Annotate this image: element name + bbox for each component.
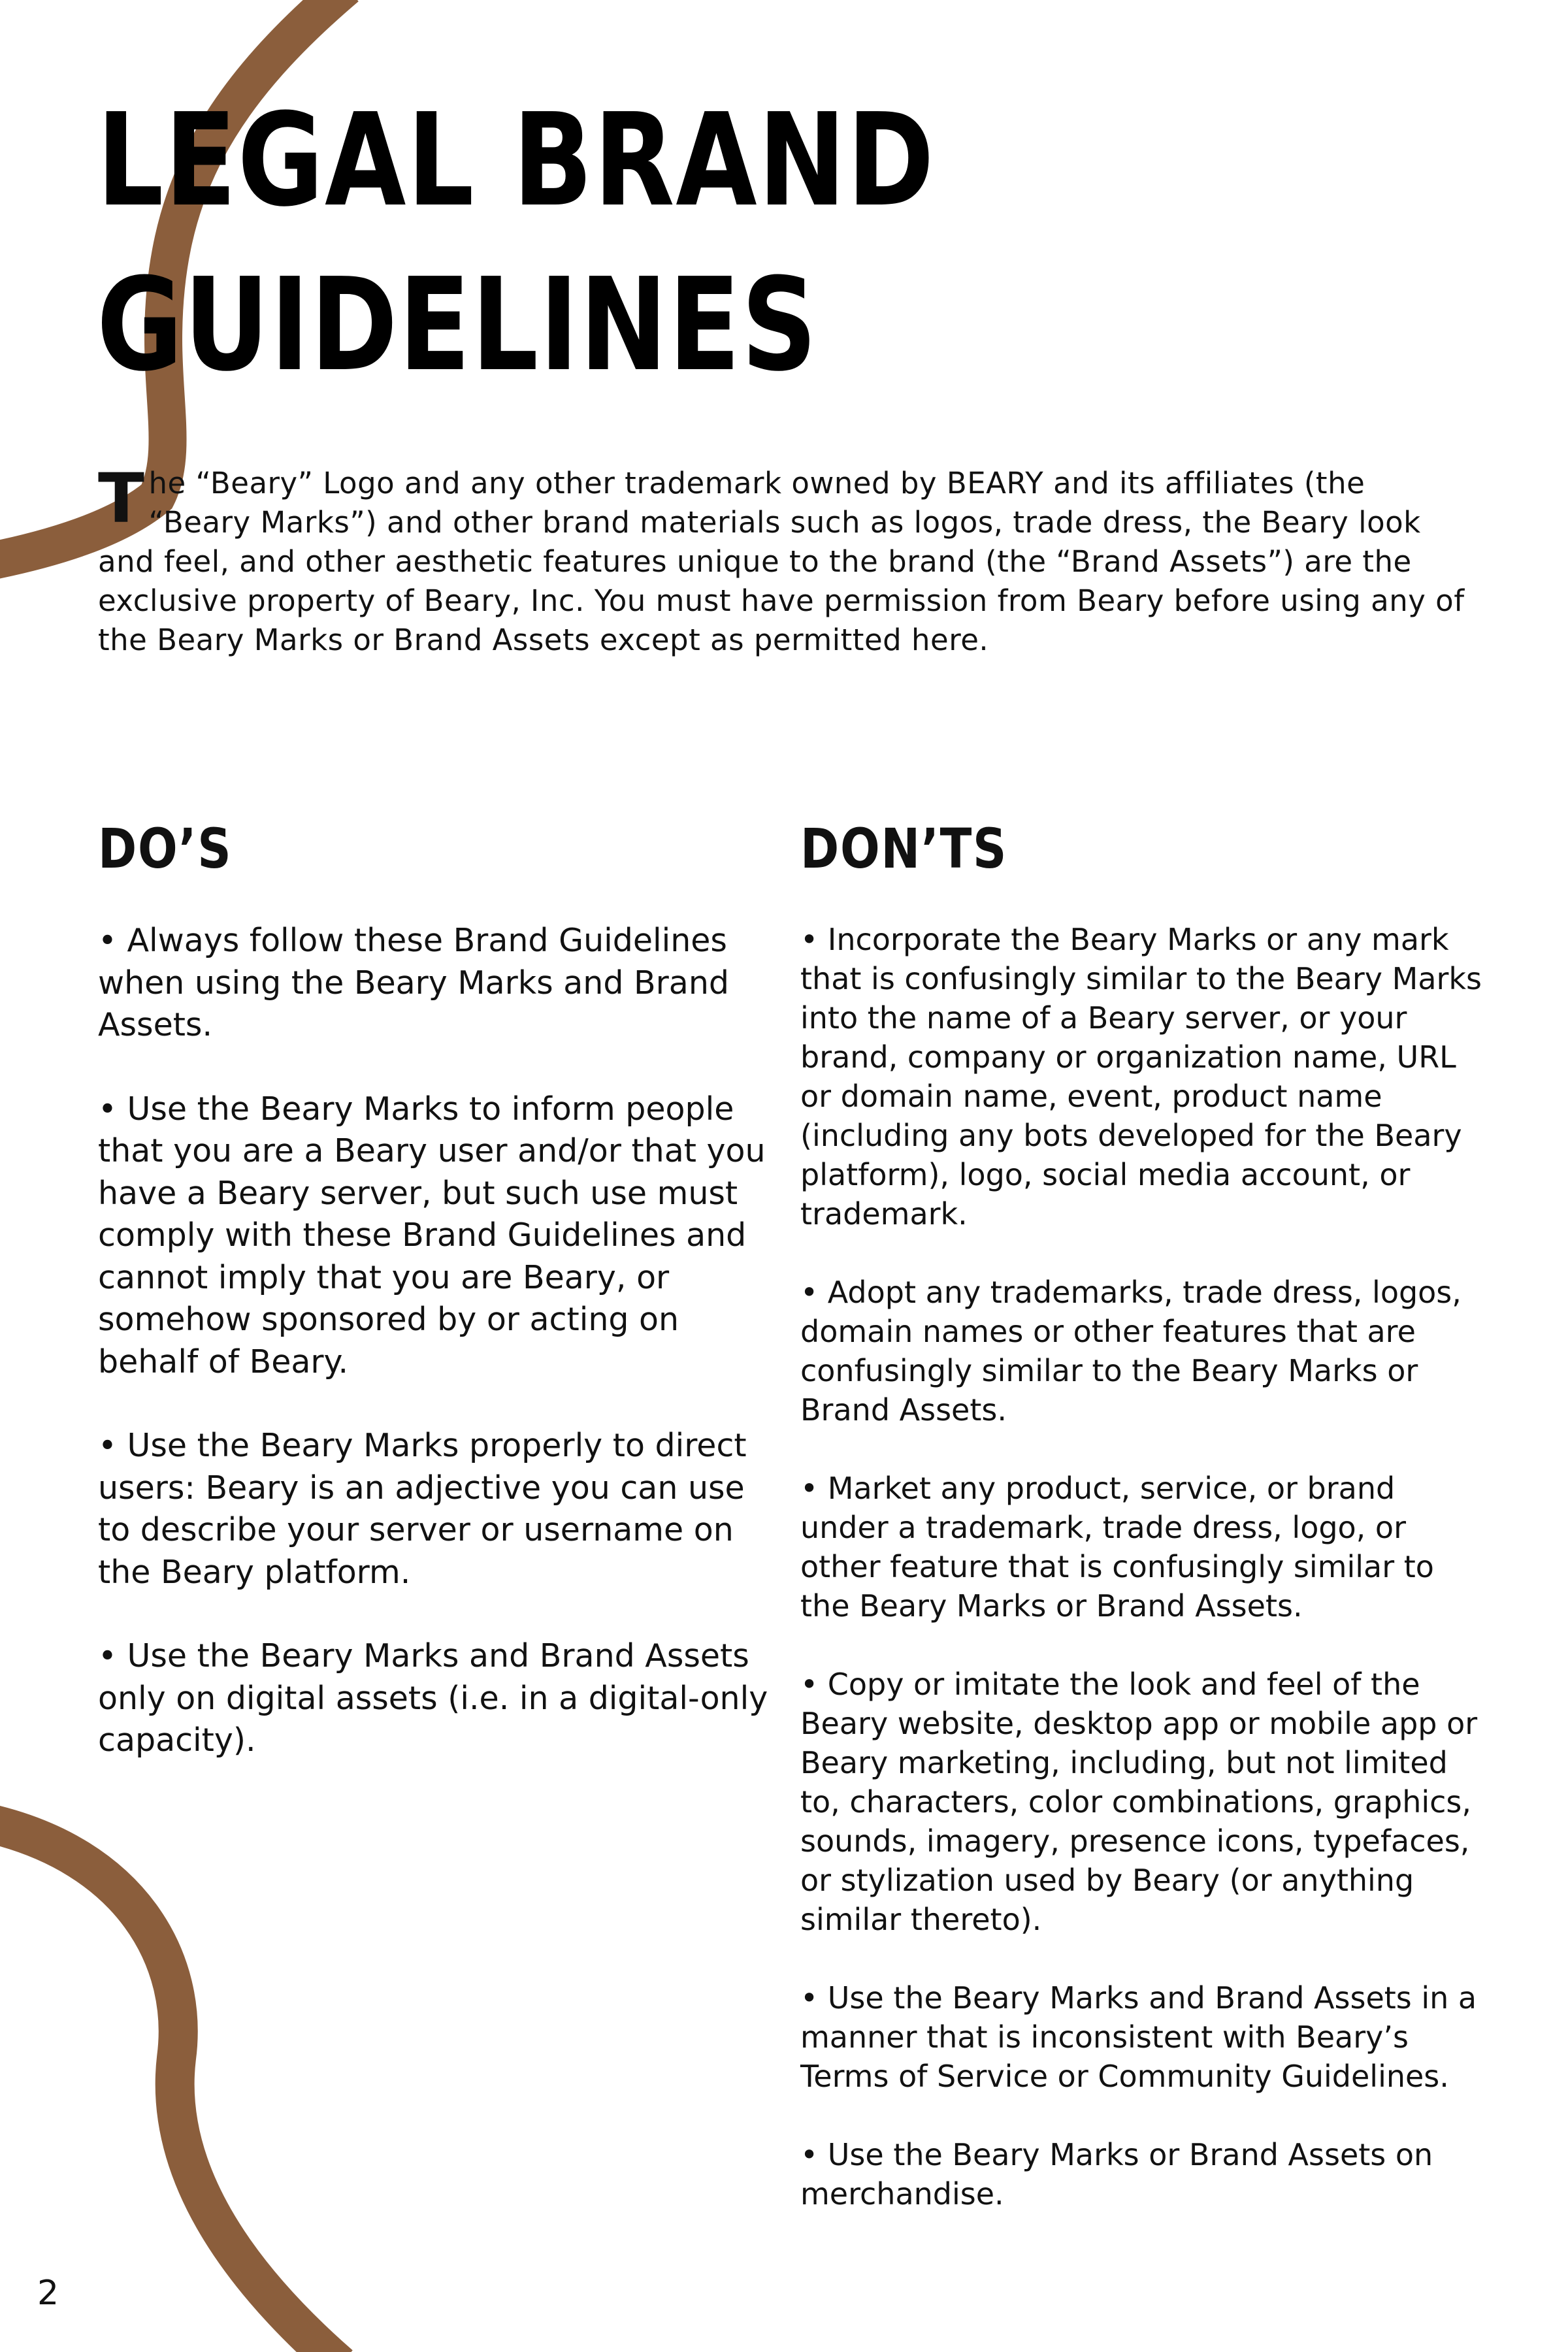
donts-column <box>800 817 1486 2253</box>
title-line-2: GUIDELINES <box>97 251 819 400</box>
dos-heading: DO’S <box>98 817 233 881</box>
drop-cap: T <box>98 459 145 538</box>
donts-item: • Adopt any trademarks, trade dress, logos, domain names or other features that are confusingly similar to the Beary Marks or Brand Assets. <box>800 1275 1462 1428</box>
dos-item: • Use the Beary Marks properly to direct users: Beary is an adjective you can use to describe your server or username on the Beary platform. <box>98 1427 747 1591</box>
donts-item: • Incorporate the Beary Marks or any mark that is confusingly similar to the Beary Marks into the name of a Beary server, or your brand, company or organization name, URL or domain name, event, product name (including any bots developed for the Beary platform), logo, social media account, or trademark. <box>800 922 1482 1232</box>
page-number: 2 <box>37 2274 59 2313</box>
dos-item: • Always follow these Brand Guidelines when using the Beary Marks and Brand Assets. <box>98 922 729 1043</box>
dos-item: • Use the Beary Marks to inform people that you are a Beary user and/or that you have a Beary server, but such use must comply with these Brand Guidelines and cannot imply that you are Beary, or somehow sponsored by or acting on behalf of Beary. <box>98 1090 766 1380</box>
donts-heading: DON’TS <box>800 817 1008 881</box>
intro-paragraph <box>98 459 1477 660</box>
bottom-arc <box>0 1823 340 2352</box>
donts-item: • Use the Beary Marks and Brand Assets in a manner that is inconsistent with Beary’s Terms of Service or Community Guidelines. <box>800 1980 1477 2094</box>
donts-item: • Copy or imitate the look and feel of the Beary website, desktop app or mobile app or Beary marketing, including, but not limited to, characters, color combinations, graphics, sounds, imagery, presence icons, typefaces, or stylization used by Beary (or anything similar thereto). <box>800 1667 1478 1937</box>
donts-item: • Market any product, service, or brand under a trademark, trade dress, logo, or other feature that is confusingly similar to the Beary Marks or Brand Assets. <box>800 1471 1434 1624</box>
intro-text: he “Beary” Logo and any other trademark owned by BEARY and its affiliates (the “Beary Marks”) and other brand materials such as logos, trade dress, the Beary look and feel, and other aesthetic features unique to the brand (the “Brand Assets”) are the exclusive property of Beary, Inc. You must have permission from Beary before using any of the Beary Marks or Brand Assets except as permitted here. <box>98 466 1465 657</box>
dos-column <box>98 817 777 1804</box>
title-line-1: LEGAL BRAND <box>97 86 936 235</box>
donts-item: • Use the Beary Marks or Brand Assets on merchandise. <box>800 2137 1433 2212</box>
page-title <box>97 78 935 408</box>
dos-item: • Use the Beary Marks and Brand Assets only on digital assets (i.e. in a digital-only capacity). <box>98 1637 768 1759</box>
